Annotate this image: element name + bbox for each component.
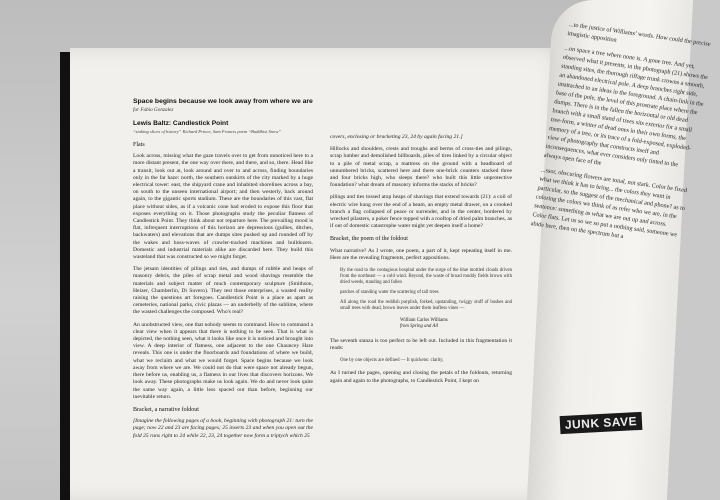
poem-author: William Carlos Williams	[400, 318, 448, 324]
section-heading-bracket: Bracket, a narrative foldout	[133, 406, 199, 413]
paragraph: ...to the justice of Williams’ words. How could the precise imagistic apposition	[566, 20, 712, 48]
paragraph: An unobstructed view, one that nobody seems to command. How to command a clear view when it appears that there is nothing to be seen. That is what is depicted, the nothing seen, what it looks like once it is noticed and brought into view. A deep interior of flatness, one adjacent to the one Chauncey Hare reveals. This one is under the floorboards and foundations of where we build, what we reclaim and what we would forget. Space begins because we look away from where we are. We could not do that were space not already begun, there before us, enabling us, a flatness in our lives that discovers horizons. We look away. These photographs make us look again. We do and never look quite the same way again, a little less spaced out than before, beginning our inevitable return.	[133, 321, 313, 400]
paragraph: Look across, missing what the gaze travels over to get from unnoticed here to a more distant present, the one way over there, and there, and so, there. Head like a transit, look out at, look around and over to and across, finding boundaries only in the far haze: north, the southern outskirts of the city marked by a huge electrical tower: east, the shipyard crane and inhabited shorelines across a bay, on south to the unseen international airport; and then westerly, back around again, to the gigantic sports stadium. These are the boundaries of this vast, flat place without sides, as if a volcanic cone had eroded to expose this floor that exposes everything on it. Those photographs study the peculiar flatness of Candlestick Point. They think about not reparture here. The prevailing mood is flat, infrequent interruptions of this horizon are depressions (gullies, ditches, backwaters) and elevations that are dumps sites pushed up and rounded off by the wakes and hoss-waves of crawler-tracked machines and bulldozers. Domestic and industrial materials alike are discarded here. They build this wasteland that was constructed so we might forget.	[133, 153, 313, 261]
paragraph: Hillocks and shoulders, crests and troughs and berms of cross-ties and pilings, scrap lumber and demolished billboards, piles of tires linked by a circular object to a pile of metal scrap, a mattress on the ground with a headboard of unnumbered bricks, scattered here and there one-brick counters stacked three and four bricks high, who sleeps there? who built this little unprotective foundation? what dream of masonry informs the stacks of bricks?	[330, 146, 512, 189]
poem-quote-2	[340, 358, 512, 364]
paragraph: [Imagine the following pages of a book, beginning with photograph 21: turn the page; now 22 and 23 are facing pages; 25 inserts 23 and when you open out the fold 25 runs right to 24 while 22, 23, 24 together now form a triptych which 25	[133, 418, 313, 439]
text-column-left	[133, 136, 313, 445]
poem-stanza: patches of standing water the scattering of tall trees	[340, 290, 439, 296]
paragraph: ...ssor, obscuring flowers are tonal, not stark. Color be fixed what we think it has to bring... the colors they want in particular, so the suggest of the mechanical and phone? as to coloring the colors we think of as refer who we are, in the sentence: something as what we are out up and across. Color flats. Let us so we so put a nothing said, someone we abide here, then on the spectrum but a	[530, 166, 688, 241]
facing-page-text	[529, 20, 718, 255]
section-heading-flats: Flats	[133, 142, 145, 148]
paragraph: As I turned the pages, opening and closing the petals of the foldouts, returning again and again to the photographs, to Candlestick Point, I kept on	[330, 370, 512, 384]
paragraph: The jetsam identities of pilings and ties, and dumps of rubble and heaps of masonry debris, the piles of scrap metal and wood shavings resemble the materials and subject matter of much contemporary sculpture (Smithson, Heizer, Chamberlin, Di Suvero). They test those enterprises, a wasted reality raising the questions art foregoes. Candlestick Point is a place as apart as cemeteries, national parks, civic plazas — an underbelly of the sublime, where the wasted challenges the composed. Who's real?	[133, 266, 313, 316]
poem-stanza: One by one objects are defined — It quickens: clarity,	[340, 358, 444, 364]
section-heading-poem: Bracket, the poem of the foldout	[330, 236, 408, 243]
poem-attribution	[400, 318, 512, 330]
poem-stanza: By the road to the contagious hospital under the surge of the blue mottled clouds driven from the northeast — a cold wind. Beyond, the waste of broad muddy fields brown with dried weeds, standing and fallen	[340, 268, 512, 286]
article-caption: “staking slices of history” Richard Prince, Sam Francis poem “Buddhist Snow”	[133, 129, 281, 134]
article-subtitle: Lewis Baltz: Candlestick Point	[133, 120, 229, 127]
poem-source: from Spring and All	[400, 324, 438, 330]
paragraph: pilings and ties tossed atop heaps of shavings that extend towards (21): a coil of electric wire hung over the end of a beam, an empty metal drawer, on a crooked branch a flag collapsed of peace or surrender, and in the center, bordered by wrecked pilasters, a poker fence topped with a rooftop of dried palm branches, as if out of domestic catastrophe water might yet deepen itself a home?	[330, 194, 512, 230]
paragraph: The seventh stanza is too perfect to be left out. Included in this fragmentation it reads:	[330, 338, 512, 352]
poem-quote	[340, 268, 512, 312]
junk-save-watermark: JUNK SAVE	[560, 412, 643, 434]
article-byline: for Fabio Gonzalez	[133, 107, 174, 113]
text-column-right	[330, 134, 512, 390]
article-header	[133, 98, 333, 134]
poem-stanza: All along the road the reddish purplish, forked, upstanding, twiggy stuff of bushes and small trees with dead, brown leaves under them leafless vines —	[340, 300, 512, 312]
article-title: Space begins because we look away from where we are	[133, 98, 313, 105]
paragraph: covers, enclosing or bracketing 23, 24 by again facing 21.]	[330, 134, 463, 140]
paragraph: ...on space a tree where none is. A gone tree. And yet, observed what it presents, in the photograph (21) shows the standing sites, the thorough riffage trunk crowns a smooth, an abandoned electrical pole. A deep branches right side, unattached to an ideas in the foreground. A chain-link in the base of the pole, the level of this prostrate place where the dumps. There is in the fallen the horizontal or old dead branch with a small stand of trees sits exterior for a small tree-form, a winter of dead ones in their own forms, the memory of a tree, or its trace of a fold-exposed, exploded-view of photography that constructs itself and inconsequences, what ever considers only tinted to the always open face of the	[543, 44, 709, 169]
paragraph: What narrative? As I wrote, one poem, a part of it, kept repeating itself in me. Here are the revealing fragments, perfect appositions.	[330, 247, 512, 261]
